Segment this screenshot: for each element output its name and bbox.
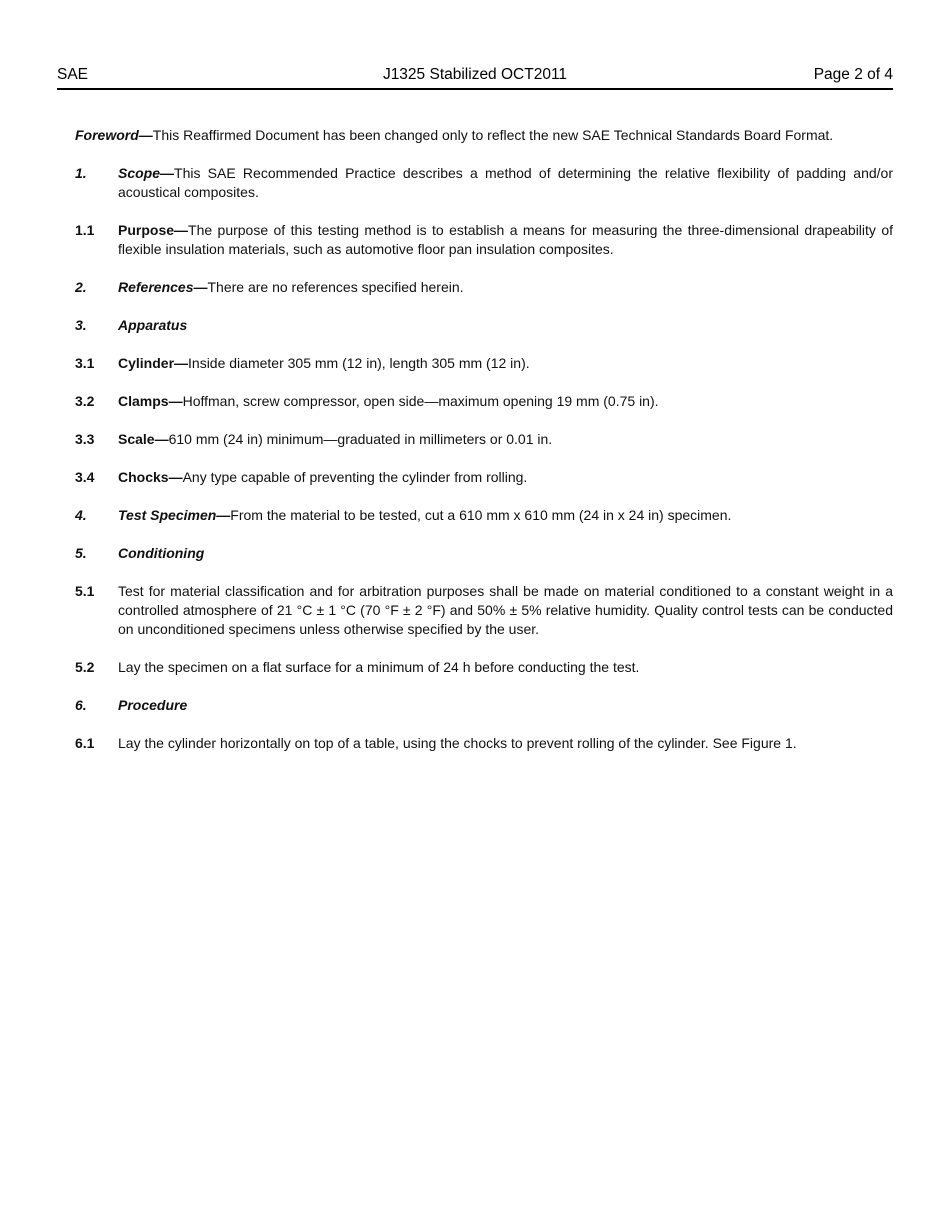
section-number: 1. (75, 165, 87, 181)
section-item (75, 582, 893, 639)
section-number: 6.1 (75, 735, 95, 751)
section-number: 2. (75, 279, 87, 295)
section-title: Clamps— (118, 393, 183, 409)
section-body: Lay the cylinder horizontally on top of a table, using the chocks to prevent rolling of the cylinder. See Figure 1. (118, 735, 797, 751)
section-number: 3.3 (75, 431, 95, 447)
section-number: 3.2 (75, 393, 95, 409)
section-text (118, 316, 893, 335)
section-body: There are no references specified herein. (207, 279, 464, 295)
section-number: 3.1 (75, 355, 95, 371)
section-title: Purpose— (118, 222, 189, 238)
section-number: 5.2 (75, 659, 95, 675)
document-body (75, 126, 893, 772)
section-title: Cylinder— (118, 355, 189, 371)
header-document-title: J1325 Stabilized OCT2011 (382, 66, 568, 83)
section-text (118, 430, 893, 449)
section-text (118, 734, 893, 753)
section-number: 6. (75, 697, 87, 713)
section-number: 5. (75, 545, 87, 561)
section-text (118, 544, 893, 563)
section-title: Chocks— (118, 469, 183, 485)
section-body: Hoffman, screw compressor, open side—maximum opening 19 mm (0.75 in). (182, 393, 659, 409)
section-item (75, 734, 893, 753)
section-title: References— (118, 279, 208, 295)
section-text (118, 164, 893, 202)
foreword-text: This Reaffirmed Document has been changed only to reflect the new SAE Technical Standards Board Format. (152, 127, 834, 143)
section-item (75, 316, 893, 335)
section-text (118, 221, 893, 259)
section-body: Any type capable of preventing the cylinder from rolling. (182, 469, 528, 485)
section-item (75, 392, 893, 411)
section-text (118, 506, 893, 525)
section-text (118, 278, 893, 297)
section-number: 1.1 (75, 222, 95, 238)
section-body: This SAE Recommended Practice describes a method of determining the relative flexibility of padding and/or acoustical composites. (118, 165, 893, 200)
foreword-label: Foreword— (75, 127, 153, 143)
section-item (75, 221, 893, 259)
section-title: Scale— (118, 431, 169, 447)
section-body: From the material to be tested, cut a 610 mm x 610 mm (24 in x 24 in) specimen. (230, 507, 732, 523)
section-text (118, 392, 893, 411)
section-item (75, 468, 893, 487)
section-item (75, 506, 893, 525)
section-title: Apparatus (118, 317, 188, 333)
section-text (118, 468, 893, 487)
section-title: Procedure (118, 697, 188, 713)
section-item (75, 164, 893, 202)
section-body: Inside diameter 305 mm (12 in), length 305 mm (12 in). (188, 355, 530, 371)
section-title: Conditioning (118, 545, 205, 561)
section-text (118, 582, 893, 639)
foreword-paragraph (75, 126, 893, 145)
header-page-number: Page 2 of 4 (813, 66, 893, 83)
section-text (118, 354, 893, 373)
section-number: 4. (75, 507, 87, 523)
section-body: The purpose of this testing method is to establish a means for measuring the three-dimensional drapeability of flexible insulation materials, such as automotive floor pan insulation composites. (118, 222, 893, 257)
section-text (118, 658, 893, 677)
header-organization: SAE (57, 66, 89, 83)
section-text (118, 696, 893, 715)
section-body: 610 mm (24 in) minimum—graduated in millimeters or 0.01 in. (168, 431, 553, 447)
section-body: Lay the specimen on a flat surface for a minimum of 24 h before conducting the test. (118, 659, 640, 675)
sections-list (75, 164, 893, 753)
section-item (75, 658, 893, 677)
section-number: 3. (75, 317, 87, 333)
section-number: 5.1 (75, 583, 95, 599)
section-item (75, 544, 893, 563)
section-title: Test Specimen— (118, 507, 231, 523)
section-item (75, 354, 893, 373)
section-number: 3.4 (75, 469, 95, 485)
section-item (75, 278, 893, 297)
section-item (75, 430, 893, 449)
section-title: Scope— (118, 165, 175, 181)
section-item (75, 696, 893, 715)
section-body: Test for material classification and for arbitration purposes shall be made on material conditioned to a constant weight in a controlled atmosphere of 21 °C ± 1 °C (70 °F ± 2 °F) and 50% ± 5% relative humidity. Quality control tests can be conducted on unconditioned specimens unless otherwise specified by the user. (118, 583, 893, 637)
page-header (57, 66, 893, 90)
